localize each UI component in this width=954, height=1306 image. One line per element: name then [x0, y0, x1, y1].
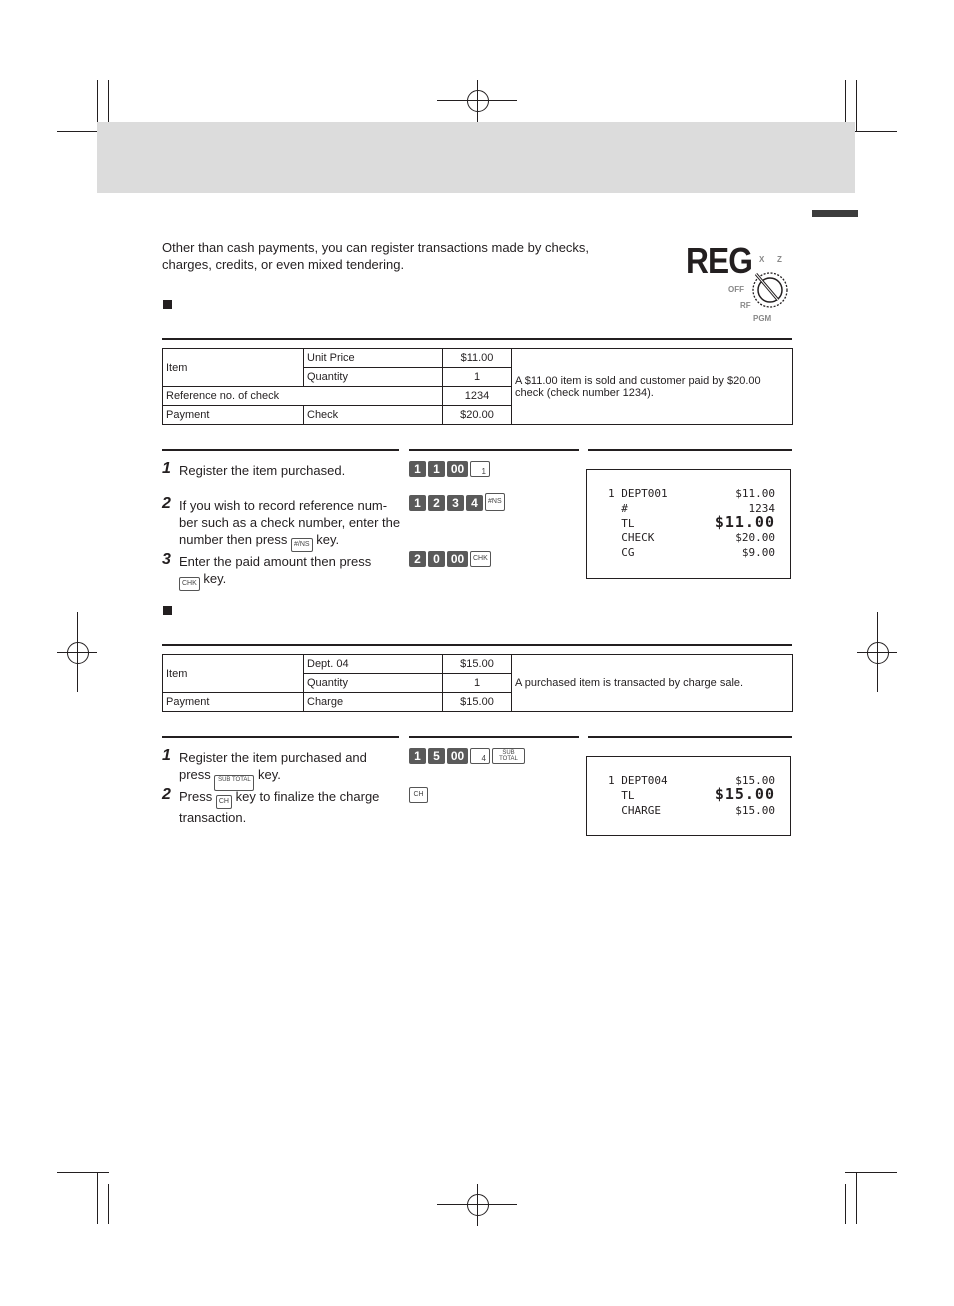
payment-amount: $20.00: [443, 406, 512, 425]
ns-key-icon: #/NS: [291, 538, 313, 552]
section-rule: [162, 644, 792, 646]
operation-rule: [409, 736, 579, 738]
key-00: 00: [447, 748, 468, 764]
key-2: 2: [428, 495, 445, 511]
unit-price-value: $11.00: [443, 349, 512, 368]
receipt-total: $11.00: [714, 513, 775, 531]
charge-step-2: [162, 788, 402, 824]
mode-off: OFF: [728, 285, 744, 294]
key-1: 1: [428, 461, 445, 477]
dept-label: Dept. 04: [304, 655, 443, 674]
item-label: Item: [163, 655, 304, 693]
receipt-line-right: $9.00: [741, 546, 775, 559]
subtotal-key: SUB TOTAL: [492, 748, 525, 764]
key-1: 1: [409, 461, 426, 477]
receipt-total: $15.00: [714, 785, 775, 803]
key-4: 4: [466, 495, 483, 511]
mode-dial-icon: [750, 268, 794, 312]
printout-rule: [588, 736, 792, 738]
mode-rf: RF: [740, 301, 751, 310]
step-number: 2: [162, 786, 171, 803]
payment-amount: $15.00: [443, 693, 512, 712]
example-description: A purchased item is transacted by charge sale.: [512, 655, 793, 712]
step-number: 3: [162, 551, 171, 568]
ns-key: #NS: [485, 493, 505, 511]
charge-step-1: [162, 749, 402, 785]
key-2: 2: [409, 551, 426, 567]
mode-x: X: [759, 255, 765, 264]
quantity-label: Quantity: [304, 368, 443, 387]
quantity-label: Quantity: [304, 674, 443, 693]
key-sequence-2: [409, 494, 505, 511]
mode-pgm: PGM: [753, 314, 772, 323]
check-step-3: [162, 553, 402, 591]
key-sequence-4: [409, 747, 525, 764]
receipt-line-left: TL: [608, 789, 635, 802]
receipt-line-right: 1234: [748, 502, 775, 515]
payment-method: Charge: [304, 693, 443, 712]
key-sequence-1: [409, 460, 490, 477]
mode-z: Z: [777, 255, 782, 264]
dept-key-1: 1: [470, 461, 490, 477]
check-receipt: [586, 469, 791, 579]
quantity-value: 1: [443, 674, 512, 693]
charge-example-table: [162, 654, 793, 712]
key-00: 00: [447, 461, 468, 477]
step-text-end: key.: [258, 767, 281, 782]
key-0: 0: [428, 551, 445, 567]
ch-key-icon: CH: [216, 795, 232, 809]
procedure-rule: [162, 449, 399, 451]
receipt-line-right: $20.00: [735, 531, 775, 544]
receipt-line-left: TL: [608, 517, 635, 530]
receipt-line-left: CHARGE: [608, 804, 661, 817]
receipt-line-right: $15.00: [735, 804, 775, 817]
reference-label: Reference no. of check: [163, 387, 443, 406]
receipt-line-left: 1 DEPT004: [608, 774, 668, 787]
step-text: Register the item purchased.: [179, 463, 346, 478]
step-number: 2: [162, 495, 171, 512]
section-tab-marker: [812, 210, 858, 217]
receipt-line-right: $15.00: [735, 774, 775, 787]
step-text-end: key.: [203, 571, 227, 586]
ch-key: CH: [409, 787, 428, 803]
chk-key-icon: CHK: [179, 577, 200, 591]
receipt-line-left: CG: [608, 546, 635, 559]
key-5: 5: [428, 748, 445, 764]
step-text: Press: [179, 789, 213, 804]
item-label: Item: [163, 349, 304, 387]
dept-price: $15.00: [443, 655, 512, 674]
header-band: [97, 122, 855, 193]
check-step-2: [162, 497, 402, 551]
step-text: If you wish to record reference num-ber such as a check number, enter the number then press: [179, 498, 401, 547]
chk-key: CHK: [470, 551, 491, 567]
key-1: 1: [409, 748, 426, 764]
step-text: Register the item purchased and press: [179, 750, 367, 782]
dept-key-4: 4: [470, 748, 490, 764]
section-bullet-check: [163, 300, 172, 309]
section-bullet-charge: [163, 606, 172, 615]
intro-text: Other than cash payments, you can register transactions made by checks, charges, credits, or even mixed tendering.: [162, 240, 590, 272]
payment-label: Payment: [163, 406, 304, 425]
printout-rule: [588, 449, 792, 451]
quantity-value: 1: [443, 368, 512, 387]
payment-label: Payment: [163, 693, 304, 712]
check-example-table: [162, 348, 793, 425]
key-sequence-3: [409, 550, 491, 567]
reg-mode-label: REG: [686, 240, 753, 281]
operation-rule: [409, 449, 579, 451]
receipt-line-right: $11.00: [735, 487, 775, 500]
step-text-end: key.: [316, 532, 340, 547]
step-number: 1: [162, 460, 171, 477]
step-text-end: key to finalize the charge transaction.: [179, 789, 380, 825]
check-step-1: [162, 462, 402, 482]
key-3: 3: [447, 495, 464, 511]
step-text: Enter the paid amount then press: [179, 554, 372, 569]
charge-receipt: [586, 756, 791, 836]
example-description: A $11.00 item is sold and customer paid by $20.00 check (check number 1234).: [512, 349, 793, 425]
receipt-line-left: #: [608, 502, 628, 515]
reference-value: 1234: [443, 387, 512, 406]
receipt-line-left: 1 DEPT001: [608, 487, 668, 500]
receipt-line-left: CHECK: [608, 531, 655, 544]
key-sequence-5: [409, 786, 428, 803]
subtotal-key-icon: SUB TOTAL: [214, 775, 254, 791]
key-1: 1: [409, 495, 426, 511]
payment-method: Check: [304, 406, 443, 425]
unit-price-label: Unit Price: [304, 349, 443, 368]
section-rule: [162, 338, 792, 340]
key-00: 00: [447, 551, 468, 567]
step-number: 1: [162, 747, 171, 764]
procedure-rule: [162, 736, 399, 738]
